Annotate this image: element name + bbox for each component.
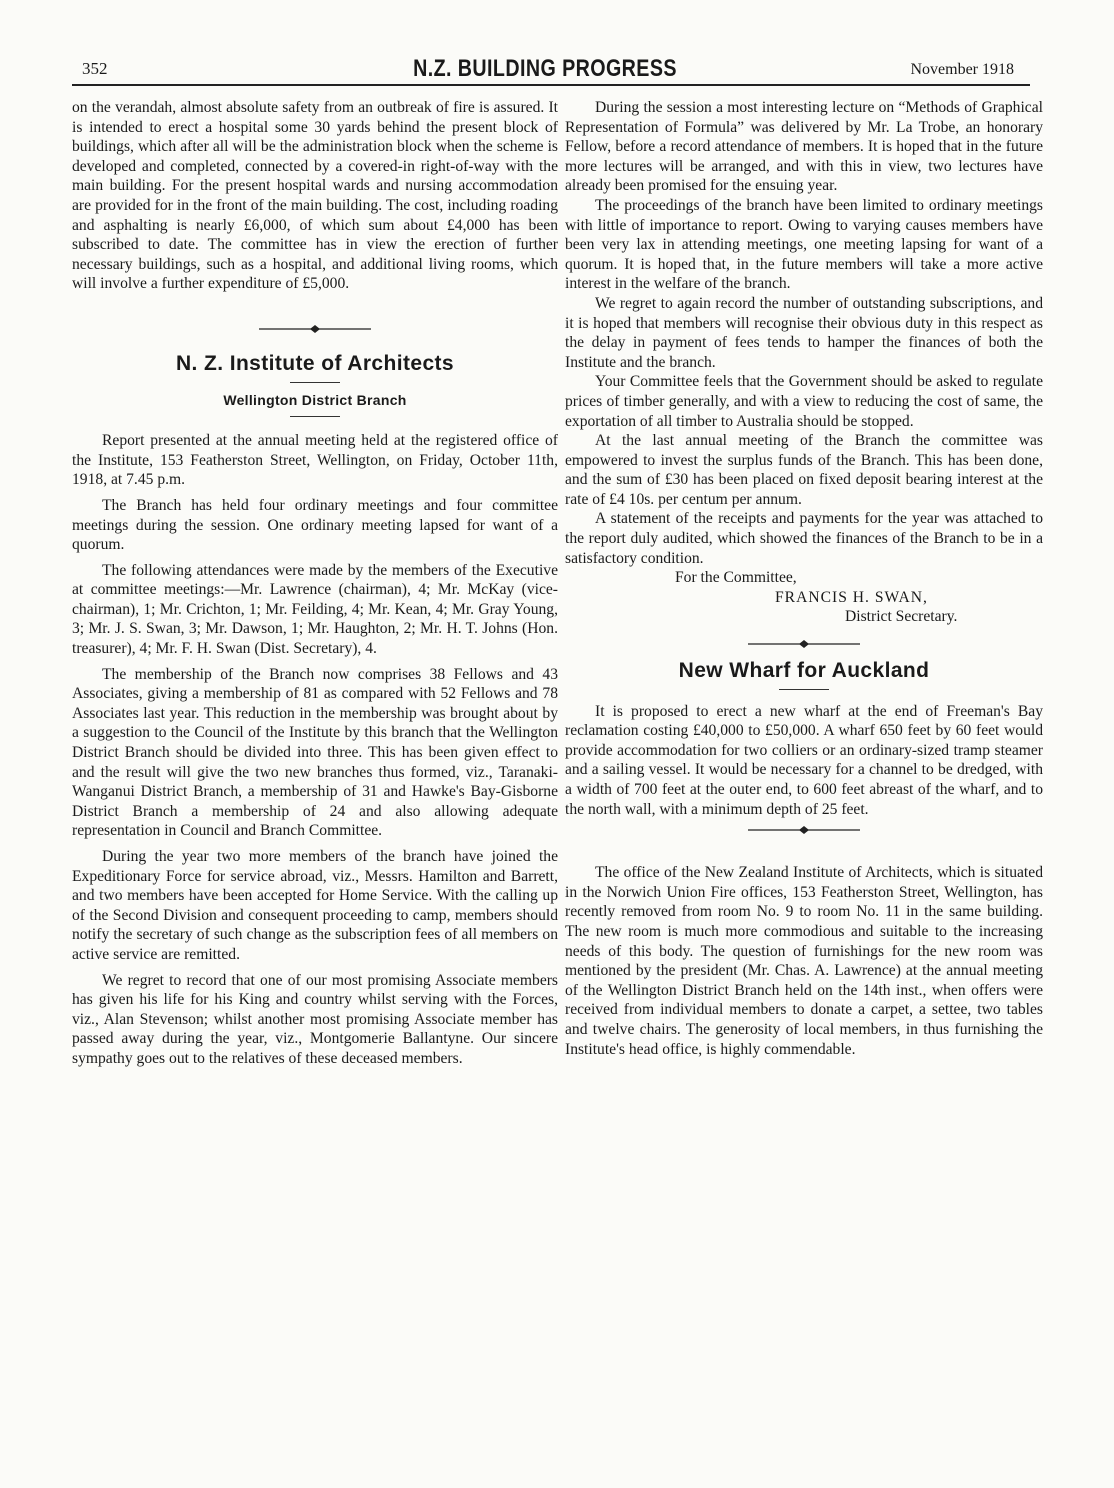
signature-block xyxy=(565,568,1043,627)
ornament-divider-icon xyxy=(748,823,860,837)
meetings-paragraph: The Branch has held four ordinary meetings and four committee meetings during the session. One ordinary meeting lapsed for want of a quorum. xyxy=(72,496,558,554)
signature-for: For the Committee, xyxy=(675,569,797,587)
subheading-rule xyxy=(290,416,340,417)
lecture-paragraph: During the session a most interesting lecture on “Methods of Graphical Representation of Formula” was delivered by Mr. La Trobe, an honorary Fellow, before a record attendance of members. It is hoped that in the future more lectures will be arranged, and with this in view, two lectures have already been promised for the ensuing year. xyxy=(565,99,1043,195)
wharf-heading-rule xyxy=(779,689,829,690)
continued-paragraph: on the verandah, almost absolute safety from an outbreak of fire is assured. It is intended to erect a hospital some 30 yards behind the present block of buildings, which after all will be the administration block when the scheme is developed and completed, connected by a covered-in right-of-way with the main building. For the present hospital wards and nursing accommodation are provided for in the front of the main building. The cost, including roading and asphalting is nearly £6,000, of which sum about £4,000 has been subscribed to date. The committee has in view the erection of further necessary buildings, such as a hospital, and additional living rooms, which will involve a further expenditure of £5,000. xyxy=(72,99,558,293)
page-header xyxy=(70,55,1020,85)
expeditionary-paragraph: During the year two more members of the branch have joined the Expeditionary Force for service abroad, viz., Messrs. Hamilton and Barrett, and two members have been accepted for Home Service. With the calling up of the Second Division and consequent proceeding to camp, members should notify the secretary of such change as the subscription fees of all members on active service are remitted. xyxy=(72,848,558,963)
header-rule xyxy=(72,84,1030,86)
office-paragraph: The office of the New Zealand Institute of Architects, which is situated in the Norwich Union Fire offices, 153 Featherston Street, Wellington, has recently removed from room No. 9 to room No. 11 in the same building. The new room is much more commodious and suitable to the increasing needs of this body. The question of furnishings for the new room was mentioned by the president (Mr. Chas. A. Lawrence) at the annual meeting of the Wellington District Branch held on the 14th inst., when offers were received from individual members to donate a carpet, a settee, two tables and twelve chairs. The generosity of local members, in thus furnishing the Institute's head office, is highly commendable. xyxy=(565,864,1043,1058)
issue-date: November 1918 xyxy=(910,61,1014,78)
signature-name: FRANCIS H. SWAN, xyxy=(775,588,928,606)
signature-title: District Secretary. xyxy=(845,608,958,626)
section-heading-institute: N. Z. Institute of Architects xyxy=(175,351,454,375)
section-heading-wharf: New Wharf for Auckland xyxy=(678,659,930,683)
ornament-divider-icon xyxy=(259,322,371,336)
deposit-paragraph: At the last annual meeting of the Branch the committee was empowered to invest the surplus funds of the Branch. This has been done, and the sum of £30 has been placed on fixed deposit bearing interest at the rate of £4 10s. per centum per annum. xyxy=(565,432,1043,508)
membership-paragraph: The membership of the Branch now comprises 38 Fellows and 43 Associates, giving a membership of 81 as compared with 52 Fellows and 78 Associates last year. This reduction in the membership was brought about by a suggestion to the Council of the Institute by this branch that the Wellington District Branch should be divided into three. This has been given effect to and the result will give the two new branches thus formed, viz., Taranaki-Wanganui District Branch, a membership of 31 and Hawke's Bay-Gisborne District Branch a membership of 24 and also allowing adequate representation in Council and Branch Committee. xyxy=(72,665,558,840)
attendance-paragraph: The following attendances were made by the members of the Executive at committee meetings:—Mr. Lawrence (chairman), 4; Mr. McKay (vice-chairman), 1; Mr. Crichton, 1; Mr. Feilding, 4; Mr. Kean, 4; Mr. Gray Young, 3; Mr. J. S. Swan, 3; Mr. Dawson, 1; Mr. Haughton, 2; Mr. H. T. Johns (Hon. treasurer), 4; Mr. F. H. Swan (Dist. Secretary), 4. xyxy=(72,561,558,658)
subscriptions-paragraph: We regret to again record the number of outstanding subscriptions, and it is hoped that members will recognise their obvious duty in this respect as the delay in payment of fees tends to hamper the finances of both the Institute and the branch. xyxy=(565,294,1043,371)
proceedings-paragraph: The proceedings of the branch have been limited to ordinary meetings with little of importance to report. Owing to varying causes members have been very lax in attending meetings, one meeting lapsing for want of a quorum. It is hoped that, in the future members will take a more active interest in the welfare of the branch. xyxy=(565,196,1043,293)
left-column xyxy=(72,98,558,1069)
heading-rule xyxy=(290,382,340,383)
masthead-title: N.Z. BUILDING PROGRESS xyxy=(413,55,677,82)
ornament-divider-icon xyxy=(748,637,860,651)
obituary-paragraph: We regret to record that one of our most promising Associate members has given his life for his King and country whilst serving with the Forces, viz., Alan Stevenson; whilst another most promising Associate member has passed away during the year, viz., Montgomerie Ballantyne. Our sincere sympathy goes out to the relatives of these deceased members. xyxy=(72,971,558,1067)
report-paragraph: Report presented at the annual meeting held at the registered office of the Institute, 153 Featherston Street, Wellington, on Friday, October 11th, 1918, at 7.45 p.m. xyxy=(72,432,558,489)
page-number: 352 xyxy=(82,59,108,78)
timber-paragraph: Your Committee feels that the Government should be asked to regulate prices of timber generally, and with a view to reducing the cost of same, the exportation of all timber to Australia should be stopped. xyxy=(565,373,1043,430)
wharf-paragraph: It is proposed to erect a new wharf at the end of Freeman's Bay reclamation costing £40,000 to £50,000. A wharf 650 feet by 60 feet would provide accommodation for two colliers or an ordinary-sized tramp steamer and a sailing vessel. It would be necessary for a channel to be dredged, with a width of 700 feet at the outer end, to 600 feet abreast of the wharf, and to the north wall, with a minimum depth of 25 feet. xyxy=(565,702,1043,818)
right-column xyxy=(565,98,1043,1059)
section-subheading-branch: Wellington District Branch xyxy=(223,391,407,408)
statement-paragraph: A statement of the receipts and payments for the year was attached to the report duly audited, which showed the finances of the Branch to be in a satisfactory condition. xyxy=(565,510,1043,567)
